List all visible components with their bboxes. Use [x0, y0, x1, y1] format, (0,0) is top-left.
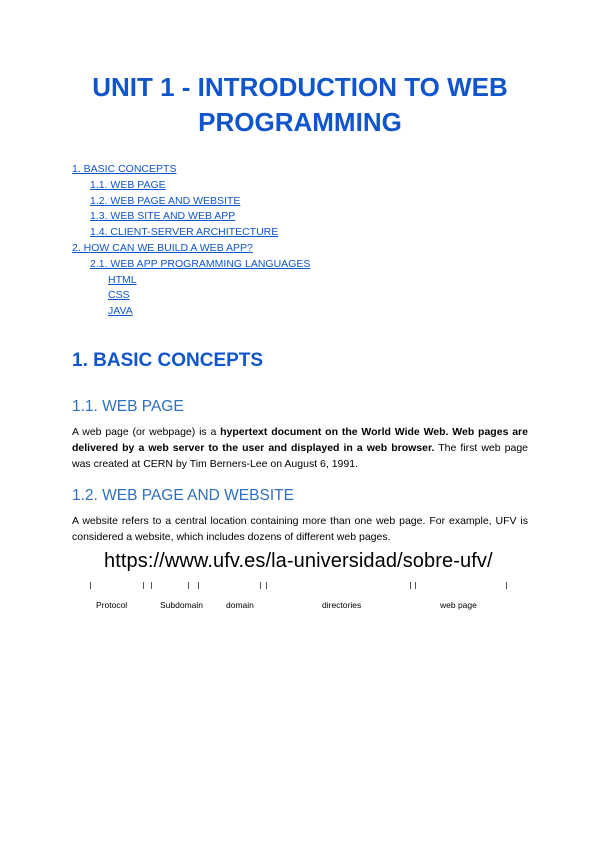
toc-link-css[interactable]: CSS — [108, 289, 130, 302]
toc-link-html[interactable]: HTML — [108, 273, 137, 286]
tick-mark — [90, 582, 91, 589]
label-protocol: Protocol — [96, 600, 128, 610]
example-url: https://www.ufv.es/la-universidad/sobre-ufv/ — [104, 550, 493, 572]
section-heading-basic-concepts: 1. BASIC CONCEPTS — [72, 350, 264, 371]
toc-item — [72, 273, 310, 289]
toc-item — [72, 288, 310, 304]
label-subdomain: Subdomain — [160, 600, 204, 610]
toc-item — [72, 194, 310, 210]
website-paragraph: A website refers to a central location containing more than one web page. For example, UFV is considered a website, which includes dozens of different web pages. — [72, 515, 528, 543]
url-anatomy-figure — [72, 546, 528, 616]
toc-link-programming-languages[interactable]: 2.1. WEB APP PROGRAMMING LANGUAGES — [90, 257, 311, 270]
toc-item — [72, 241, 310, 257]
toc-link-web-page[interactable]: 1.1. WEB PAGE — [90, 178, 166, 191]
paragraph-text: A web page (or webpage) is a — [72, 426, 221, 438]
label-directories: directories — [322, 600, 362, 610]
table-of-contents — [72, 162, 310, 320]
toc-link-build-web-app[interactable]: 2. HOW CAN WE BUILD A WEB APP? — [72, 241, 253, 254]
label-domain: domain — [226, 600, 254, 610]
toc-item — [72, 304, 310, 320]
tick-mark — [506, 582, 507, 589]
toc-item — [72, 257, 310, 273]
toc-item — [72, 209, 310, 225]
paragraph-text: The first web page was created at CERN by Tim Berners-Lee on August 6, 1991. — [72, 442, 529, 470]
toc-item — [72, 178, 310, 194]
tick-mark — [410, 582, 411, 589]
toc-link-java[interactable]: JAVA — [108, 305, 133, 318]
toc-item — [72, 162, 310, 178]
label-web-page: web page — [440, 600, 477, 610]
tick-mark — [151, 582, 152, 589]
toc-item — [72, 225, 310, 241]
toc-link-basic-concepts[interactable]: 1. BASIC CONCEPTS — [72, 163, 177, 175]
subsection-heading-web-page-and-website: 1.2. WEB PAGE AND WEBSITE — [72, 487, 294, 504]
tick-mark — [198, 582, 199, 589]
toc-link-client-server[interactable]: 1.4. CLIENT-SERVER ARCHITECTURE — [90, 226, 279, 239]
tick-mark — [260, 582, 261, 589]
toc-link-web-page-and-website[interactable]: 1.2. WEB PAGE AND WEBSITE — [90, 194, 241, 207]
tick-mark — [143, 582, 144, 589]
web-page-paragraph — [72, 424, 528, 472]
tick-mark — [188, 582, 189, 589]
toc-link-web-site-and-web-app[interactable]: 1.3. WEB SITE AND WEB APP — [90, 210, 236, 223]
tick-mark — [415, 582, 416, 589]
paragraph-bold-text: hypertext document on the World Wide Web. Web pages are delivered by a web server to the user and displayed in a web browser. — [72, 426, 528, 454]
document-title: UNIT 1 - INTRODUCTION TO WEB PROGRAMMING — [92, 72, 508, 137]
tick-mark — [266, 582, 267, 589]
subsection-heading-web-page: 1.1. WEB PAGE — [72, 398, 184, 415]
